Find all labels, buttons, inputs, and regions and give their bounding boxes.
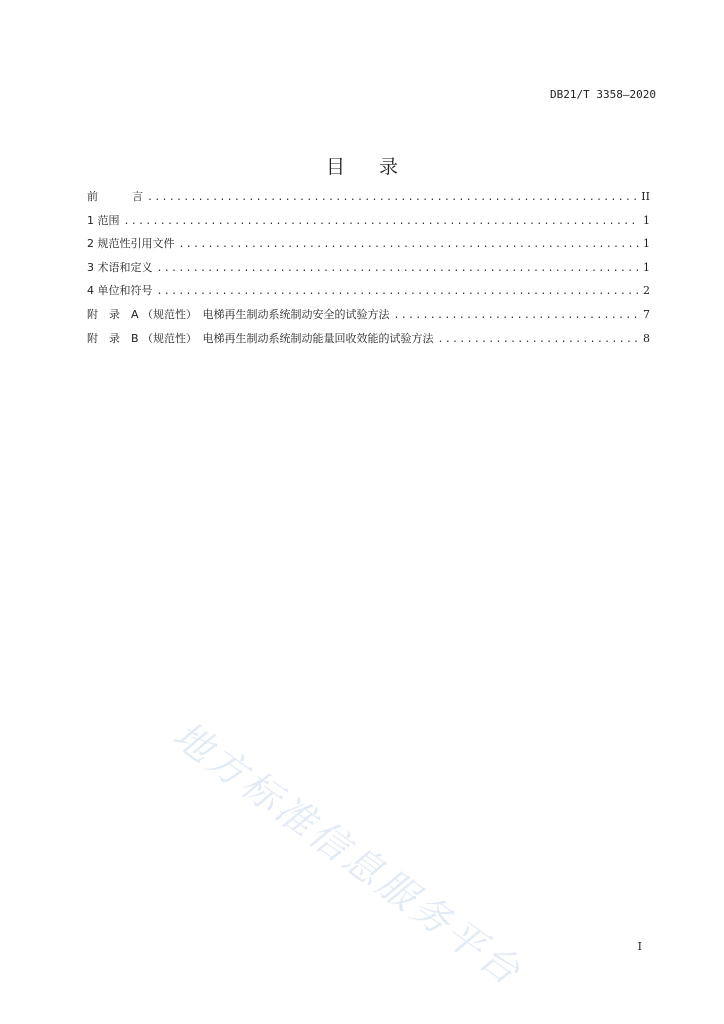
toc-entry-label: 2 规范性引用文件 bbox=[87, 237, 175, 251]
toc-entry-appendix-a[interactable] bbox=[87, 303, 650, 327]
toc-entry-page: 7 bbox=[643, 307, 650, 321]
toc-entry-normative-references[interactable] bbox=[87, 232, 650, 256]
toc-leader-dots bbox=[157, 280, 640, 303]
toc-leader-dots bbox=[147, 186, 637, 209]
toc-entry-label: 4 单位和符号 bbox=[87, 284, 153, 298]
toc-entry-appendix-b[interactable] bbox=[87, 327, 650, 351]
table-of-contents bbox=[87, 185, 650, 350]
toc-leader-dots bbox=[124, 210, 640, 233]
toc-leader-dots bbox=[438, 328, 639, 351]
toc-entry-label: 3 术语和定义 bbox=[87, 260, 153, 274]
toc-entry-page: 1 bbox=[643, 213, 650, 227]
toc-entry-page: 1 bbox=[643, 237, 650, 251]
toc-entry-page: II bbox=[641, 190, 650, 203]
toc-title bbox=[0, 152, 724, 179]
toc-title-char-1: 目 bbox=[325, 156, 345, 178]
watermark: 地方标准信息服务平台 bbox=[165, 712, 531, 996]
toc-leader-dots bbox=[179, 233, 640, 256]
toc-title-char-2: 录 bbox=[379, 156, 399, 178]
toc-entry-label: 1 范围 bbox=[87, 213, 120, 227]
page-number: I bbox=[637, 940, 642, 953]
toc-entry-page: 8 bbox=[643, 331, 650, 345]
toc-entry-foreword[interactable] bbox=[87, 185, 650, 209]
toc-leader-dots bbox=[157, 257, 640, 280]
toc-entry-units-symbols[interactable] bbox=[87, 279, 650, 303]
toc-entry-label: 附 录 B （规范性） 电梯再生制动系统制动能量回收效能的试验方法 bbox=[87, 331, 434, 345]
toc-entry-label: 附 录 A （规范性） 电梯再生制动系统制动安全的试验方法 bbox=[87, 307, 390, 321]
toc-entry-label: 前 言 bbox=[87, 190, 143, 203]
toc-entry-scope[interactable] bbox=[87, 209, 650, 233]
toc-entry-terms-definitions[interactable] bbox=[87, 256, 650, 280]
toc-leader-dots bbox=[394, 304, 639, 327]
toc-entry-page: 2 bbox=[643, 284, 650, 298]
toc-entry-page: 1 bbox=[643, 260, 650, 274]
document-code: DB21/T 3358—2020 bbox=[550, 88, 656, 101]
